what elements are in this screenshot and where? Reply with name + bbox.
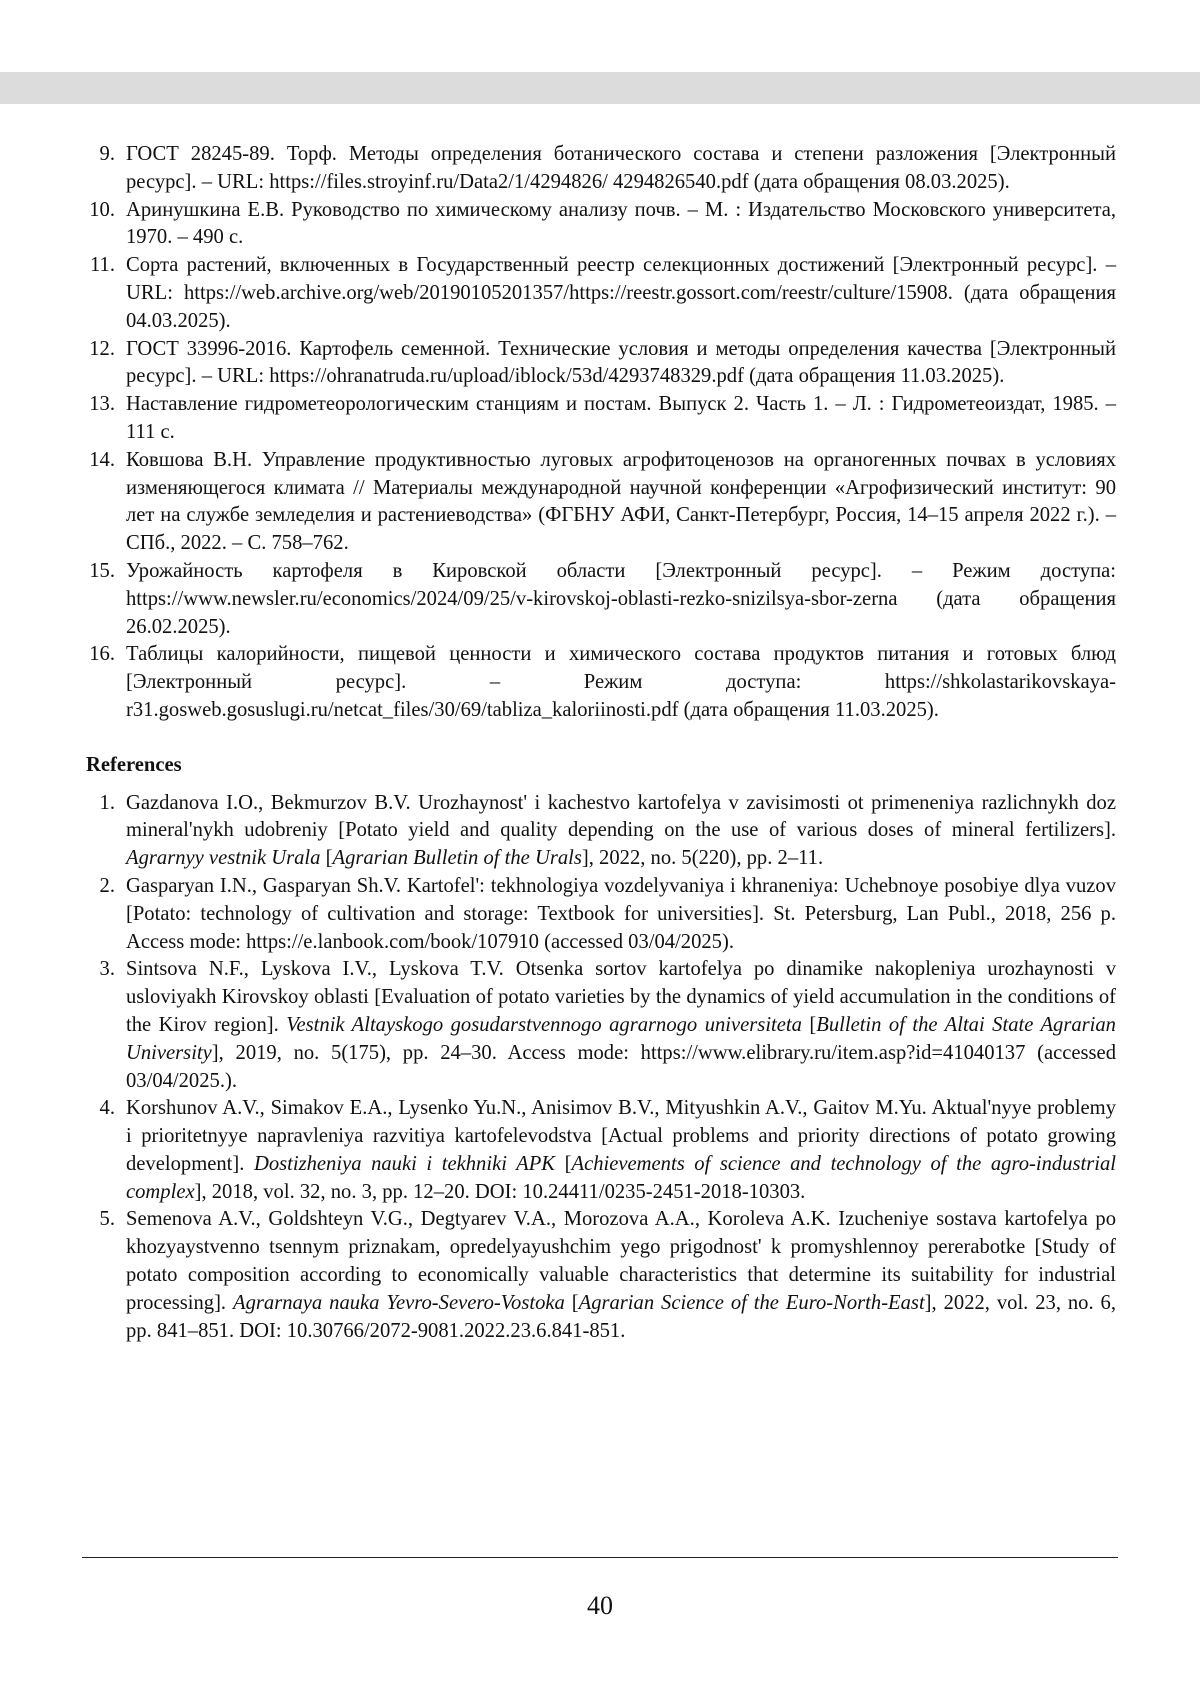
journal-title: Dostizheniya nauki i tekhniki APK xyxy=(253,1152,556,1175)
citation-text: [ xyxy=(564,1291,579,1314)
list-item xyxy=(86,141,1116,197)
list-item xyxy=(86,790,1116,873)
item-text xyxy=(126,1208,1116,1341)
item-number: 5. xyxy=(99,1208,115,1231)
citation-text: [ xyxy=(320,847,333,870)
list-item xyxy=(86,641,1116,724)
list-item xyxy=(86,956,1116,1095)
journal-title: Vestnik Altayskogo gosudarstvennogo agrarnogo universiteta xyxy=(286,1013,802,1036)
citation-text: ], 2019, no. 5(175), pp. 24–30. Access mode: https://www.elibrary.ru/item.asp?id=41040137 (accessed 03/04/2025.). xyxy=(126,1041,1116,1092)
citation-text: Korshunov A.V., Simakov E.A., Lysenko Yu.N., Anisimov B.V., Mityushkin A.V., Gaitov M.Yu. Aktual'nyye problemy i prioritetnyye napravleniya razvitiya kartofelevodstva [Actual problems and priority directions of potato growing development]. xyxy=(126,1097,1116,1175)
item-number: 9. xyxy=(99,143,115,165)
item-text: Наставление гидрометеорологическим станциям и постам. Выпуск 2. Часть 1. – Л. : Гидрометеоиздат, 1985. – 111 с. xyxy=(126,393,1116,443)
item-number: 11. xyxy=(90,254,115,277)
citation-text: Gazdanova I.O., Bekmurzov B.V. Urozhaynost' i kachestvo kartofelya v zavisimosti ot primeneniya razlichnykh doz mineral'nykh udobreniy [Potato yield and quality depending on the use of various doses of mineral fertilizers]. xyxy=(126,791,1116,842)
list-item xyxy=(86,252,1116,335)
citation-text: ], 2022, vol. 23, no. 6, pp. 841–851. DOI: 10.30766/2072-9081.2022.23.6.841-851. xyxy=(126,1291,1116,1342)
journal-title-translation: Achievements of science and technology of the agro-industrial complex xyxy=(126,1152,1116,1203)
list-item xyxy=(86,1095,1116,1206)
item-number: 12. xyxy=(89,337,115,360)
item-text: ГОСТ 33996-2016. Картофель семенной. Технические условия и методы определения качества [Электронный ресурс]. – URL: https://ohranatruda.ru/upload/iblock/53d/4293748329.pdf (дата обращения 11.03.2025). xyxy=(126,337,1116,388)
citation-text: ], 2018, vol. 32, no. 3, pp. 12–20. DOI: 10.24411/0235-2451-2018-10303. xyxy=(194,1180,806,1203)
journal-title-translation: Bulletin of the Altai State Agrarian University xyxy=(126,1013,1116,1064)
footer-divider xyxy=(82,1557,1118,1558)
item-number: 14. xyxy=(89,448,115,471)
item-text: Таблицы калорийности, пищевой ценности и химического состава продуктов питания и готовых блюд [Электронный ресурс]. – Режим доступа: https://shkolastarikovskaya-r31.gosweb.gosuslugi.ru/netcat_files/30/69/tabliza_kaloriinosti.pdf (дата обращения 11.03.2025). xyxy=(126,643,1116,721)
item-text: Урожайность картофеля в Кировской области [Электронный ресурс]. – Режим доступа: https://www.newsler.ru/economics/2024/09/25/v-kirovskoj-oblasti-rezko-snizilsya-sbor-zerna (дата обращения 26.02.2025). xyxy=(126,559,1116,638)
english-reference-list xyxy=(86,790,1116,1346)
citation-text: Gasparyan I.N., Gasparyan Sh.V. Kartofel': tekhnologiya vozdelyvaniya i khraneniya: Uchebnoye posobiye dlya vuzov [Potato: technology of cultivation and storage: Textbook for universities]. St. Petersburg, Lan Publ., 2018, 256 p. Access mode: https://e.lanbook.com/book/107910 (accessed 03/04/2025). xyxy=(126,874,1116,953)
russian-reference-list xyxy=(86,141,1116,725)
list-item xyxy=(86,197,1116,253)
item-number: 1. xyxy=(99,791,115,814)
citation-text: Semenova A.V., Goldshteyn V.G., Degtyarev V.A., Morozova A.A., Koroleva A.K. Izucheniye sostava kartofelya po khozyaystvenno tsennym priznakam, opredelyayushchim yego prigodnost' k promyshlennoy pererabotke [Study of potato composition according to economically valuable characteristics that determine its suitability for industrial processing]. xyxy=(126,1208,1116,1314)
item-text: Сорта растений, включенных в Государственный реестр селекционных достижений [Электронный ресурс]. – URL: https://web.archive.org/web/20190105201357/https://reestr.gossort.com/reestr/culture/15908. (дата обращения 04.03.2025). xyxy=(126,254,1116,332)
header-band xyxy=(0,72,1200,104)
item-number: 10. xyxy=(89,198,115,221)
item-text: Ковшова В.Н. Управление продуктивностью луговых агрофитоценозов на органогенных почвах в условиях изменяющегося климата // Материалы международной научной конференции «Агрофизический институт: 90 лет на службе земледелия и растениеводства» (ФГБНУ АФИ, Санкт-Петербург, Россия, 14–15 апреля 2022 г.). – СПб., 2022. – С. 758–762. xyxy=(126,448,1116,555)
list-item xyxy=(86,447,1116,558)
list-item xyxy=(86,558,1116,641)
item-text xyxy=(126,875,1116,953)
journal-title: Agrarnaya nauka Yevro-Severo-Vostoka xyxy=(233,1291,565,1314)
journal-title-translation: Agrarian Science of the Euro-North-East xyxy=(578,1291,925,1314)
item-number: 2. xyxy=(99,874,115,897)
item-number: 13. xyxy=(89,393,115,416)
page-number: 40 xyxy=(587,1591,613,1620)
citation-text: ], 2022, no. 5(220), pp. 2–11. xyxy=(581,847,824,870)
journal-title-translation: Agrarian Bulletin of the Urals xyxy=(332,847,582,870)
references-heading: References xyxy=(86,753,182,776)
item-number: 16. xyxy=(89,643,115,666)
item-number: 4. xyxy=(99,1097,115,1120)
item-text xyxy=(126,958,1116,1091)
citation-text: [ xyxy=(801,1013,817,1036)
citation-text: Sintsova N.F., Lyskova I.V., Lyskova T.V. Otsenka sortov kartofelya po dinamike nakopleniya urozhaynosti v usloviyakh Kirovskoy oblasti [Evaluation of potato varieties by the dynamics of yield accumulation in the conditions of the Kirov region]. xyxy=(126,958,1116,1036)
page-content xyxy=(86,141,1116,1345)
item-text: ГОСТ 28245-89. Торф. Методы определения ботанического состава и степени разложения [Электронный ресурс]. – URL: https://files.stroyinf.ru/Data2/1/4294826/ 4294826540.pdf (дата обращения 08.03.2025). xyxy=(126,143,1116,193)
item-text: Аринушкина Е.В. Руководство по химическому анализу почв. – М. : Издательство Московского университета, 1970. – 490 с. xyxy=(126,198,1116,249)
journal-title: Agrarnyy vestnik Urala xyxy=(126,847,321,870)
item-number: 3. xyxy=(99,958,115,981)
list-item xyxy=(86,873,1116,956)
list-item xyxy=(86,336,1116,392)
item-text xyxy=(126,792,1116,870)
item-number: 15. xyxy=(89,559,115,582)
item-text xyxy=(126,1097,1116,1202)
citation-text: [ xyxy=(555,1152,572,1175)
list-item xyxy=(86,1206,1116,1345)
list-item xyxy=(86,391,1116,447)
